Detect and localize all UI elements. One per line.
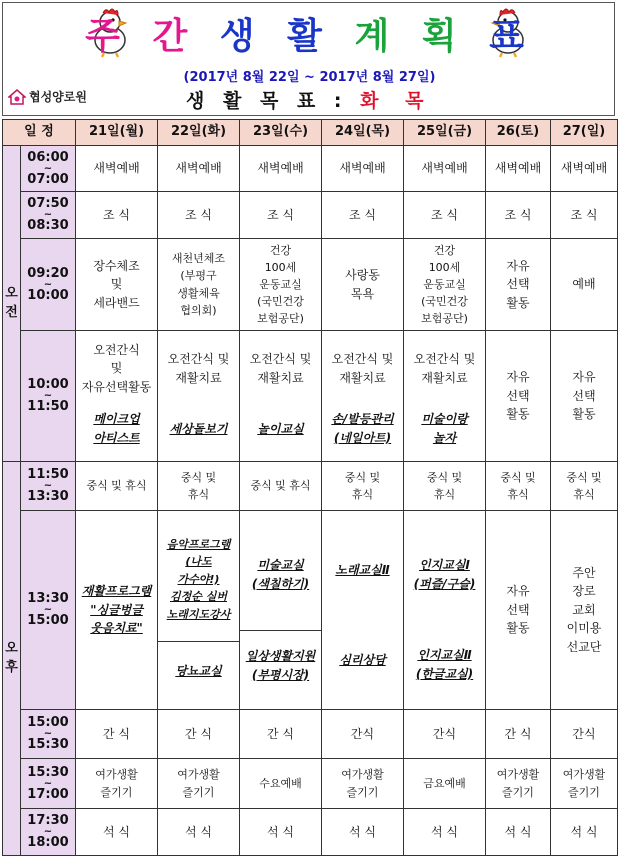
schedule-cell: 여가생활 즐기기 — [76, 759, 158, 809]
title-char: 주 — [85, 16, 130, 57]
schedule-cell — [404, 331, 486, 462]
schedule-cell: 여가생활 즐기기 — [551, 759, 618, 809]
page-title — [0, 8, 619, 59]
schedule-cell — [240, 511, 322, 710]
schedule-cell: 중식 및 휴식 — [322, 462, 404, 511]
time-slot: 09:20 ~ 10:00 — [21, 239, 76, 331]
schedule-cell: 예배 — [551, 239, 618, 331]
schedule-cell — [158, 331, 240, 462]
schedule-cell: 석 식 — [404, 809, 486, 856]
schedule-cell: 새벽예배 — [551, 146, 618, 192]
schedule-cell: 간 식 — [158, 710, 240, 759]
schedule-cell: 새벽예배 — [76, 146, 158, 192]
schedule-cell: 사랑동 목욕 — [322, 239, 404, 331]
org-logo — [8, 88, 87, 105]
date-header: 일 정 — [3, 120, 76, 146]
schedule-cell: 중식 및 휴식 — [486, 462, 551, 511]
schedule-cell: 새벽예배 — [404, 146, 486, 192]
schedule-cell: 간식 — [404, 710, 486, 759]
activity-text: 오전간식 및 재활치료 — [413, 351, 476, 385]
schedule-period: (2017년 8월 22일 ~ 2017년 8월 27일) — [183, 70, 436, 85]
schedule-cell: 주안 장로 교회 이미용 선교단 — [551, 511, 618, 710]
time-slot: 17:30 ~ 18:00 — [21, 809, 76, 856]
program-name: 손/발등관리 (네일아트) — [331, 412, 394, 445]
program-name: 미술교실 (색칠하기) — [251, 557, 310, 591]
program-name: 세상돌보기 — [169, 421, 228, 436]
schedule-cell: 간식 — [551, 710, 618, 759]
pm-label: 오 후 — [3, 462, 21, 856]
title-char: 활 — [287, 16, 332, 57]
schedule-cell: 금요예배 — [404, 759, 486, 809]
schedule-cell: 중식 및 휴식 — [76, 462, 158, 511]
schedule-cell: 자유 선택 활동 — [486, 511, 551, 710]
schedule-cell: 중식 및 휴식 — [404, 462, 486, 511]
schedule-cell: 석 식 — [486, 809, 551, 856]
day-header: 26(토) — [486, 120, 551, 146]
activity-text: 오전간식 및 재활치료 — [167, 351, 230, 385]
header-row — [3, 120, 618, 146]
schedule-cell: 석 식 — [322, 809, 404, 856]
schedule-cell: 간식 — [322, 710, 404, 759]
schedule-cell: 중식 및 휴식 — [158, 462, 240, 511]
schedule-cell: 자유 선택 활동 — [551, 331, 618, 462]
goal-label: 생 활 목 표 : — [186, 90, 348, 112]
day-header: 27(일) — [551, 120, 618, 146]
title-char: 표 — [489, 16, 534, 57]
title-char: 생 — [219, 16, 265, 57]
title-char: 획 — [421, 16, 467, 57]
schedule-cell: 중식 및 휴식 — [240, 462, 322, 511]
day-header: 23일(수) — [240, 120, 322, 146]
schedule-cell: 석 식 — [551, 809, 618, 856]
program-name: 인지교실Ⅱ (한글교실) — [415, 648, 474, 681]
time-slot: 06:00 ~ 07:00 — [21, 146, 76, 192]
time-slot: 15:00 ~ 15:30 — [21, 710, 76, 759]
activity-text: 오전간식 및 자유선택활동 — [81, 342, 152, 394]
schedule-cell: 조 식 — [76, 192, 158, 239]
program-name: 메이크업 아티스트 — [93, 412, 140, 445]
goal-value: 화 목 — [360, 90, 434, 112]
schedule-cell: 자유 선택 활동 — [486, 239, 551, 331]
schedule-cell — [322, 511, 404, 710]
program-name: 당뇨교실 — [158, 641, 239, 702]
program-name: 인지교실I (퍼즐/구슬) — [413, 558, 476, 591]
title-char: 계 — [354, 16, 400, 57]
schedule-cell: 자유 선택 활동 — [486, 331, 551, 462]
day-header: 21일(월) — [76, 120, 158, 146]
schedule-cell: 수요예배 — [240, 759, 322, 809]
day-header: 25일(금) — [404, 120, 486, 146]
schedule-cell: 조 식 — [322, 192, 404, 239]
table-row — [3, 759, 618, 809]
weekly-schedule-table — [2, 119, 618, 856]
schedule-cell — [404, 511, 486, 710]
program-name: 일상생활지원 (부평시장) — [240, 630, 321, 701]
schedule-cell: 새벽예배 — [158, 146, 240, 192]
day-header: 24일(목) — [322, 120, 404, 146]
title-char: 간 — [152, 16, 198, 57]
schedule-cell: 새벽예배 — [322, 146, 404, 192]
schedule-cell: 석 식 — [76, 809, 158, 856]
schedule-cell: 새천년체조 (부평구 생활체육 협의회) — [158, 239, 240, 331]
schedule-cell: 여가생활 즐기기 — [486, 759, 551, 809]
life-goal — [186, 86, 433, 113]
time-slot: 07:50 ~ 08:30 — [21, 192, 76, 239]
schedule-cell: 조 식 — [404, 192, 486, 239]
schedule-cell: 조 식 — [551, 192, 618, 239]
org-name: 협성양로원 — [29, 90, 87, 104]
activity-text: 오전간식 및 재활치료 — [331, 351, 394, 385]
schedule-cell — [240, 331, 322, 462]
schedule-cell: 석 식 — [240, 809, 322, 856]
schedule-cell: 여가생활 즐기기 — [158, 759, 240, 809]
time-slot: 10:00 ~ 11:50 — [21, 331, 76, 462]
schedule-cell: 건강 100세 운동교실 (국민건강 보험공단) — [240, 239, 322, 331]
schedule-cell: 석 식 — [158, 809, 240, 856]
time-slot: 13:30 ~ 15:00 — [21, 511, 76, 710]
am-label: 오 전 — [3, 146, 21, 462]
table-row — [3, 239, 618, 331]
program-name: 미술이랑 놀자 — [421, 412, 468, 445]
schedule-cell — [158, 511, 240, 710]
schedule-cell: 새벽예배 — [486, 146, 551, 192]
schedule-cell: 재활프로그램 "싱글벙글 웃음치료" — [76, 511, 158, 710]
schedule-cell — [322, 331, 404, 462]
schedule-cell: 장수체조 및 세라밴드 — [76, 239, 158, 331]
table-row — [3, 511, 618, 710]
schedule-cell: 여가생활 즐기기 — [322, 759, 404, 809]
activity-text: 오전간식 및 재활치료 — [249, 351, 312, 385]
schedule-cell: 중식 및 휴식 — [551, 462, 618, 511]
table-row — [3, 462, 618, 511]
time-slot: 11:50 ~ 13:30 — [21, 462, 76, 511]
table-row — [3, 710, 618, 759]
table-row — [3, 192, 618, 239]
schedule-cell: 조 식 — [240, 192, 322, 239]
schedule-cell: 간 식 — [240, 710, 322, 759]
time-slot: 15:30 ~ 17:00 — [21, 759, 76, 809]
day-header: 22일(화) — [158, 120, 240, 146]
program-name: 노래교실Ⅱ — [335, 562, 390, 577]
schedule-cell: 간 식 — [486, 710, 551, 759]
schedule-cell — [76, 331, 158, 462]
schedule-cell: 새벽예배 — [240, 146, 322, 192]
table-row — [3, 146, 618, 192]
program-name: 놀이교실 — [257, 421, 304, 436]
schedule-cell: 건강 100세 운동교실 (국민건강 보험공단) — [404, 239, 486, 331]
program-name: 음악프로그램 (나도 가수야!) 김정순 실버 노래지도강사 — [166, 537, 231, 621]
program-name: 심리상담 — [339, 652, 386, 667]
schedule-cell: 조 식 — [486, 192, 551, 239]
table-row — [3, 331, 618, 462]
table-row — [3, 809, 618, 856]
schedule-cell: 조 식 — [158, 192, 240, 239]
house-logo-icon — [8, 89, 26, 105]
schedule-cell: 간 식 — [76, 710, 158, 759]
